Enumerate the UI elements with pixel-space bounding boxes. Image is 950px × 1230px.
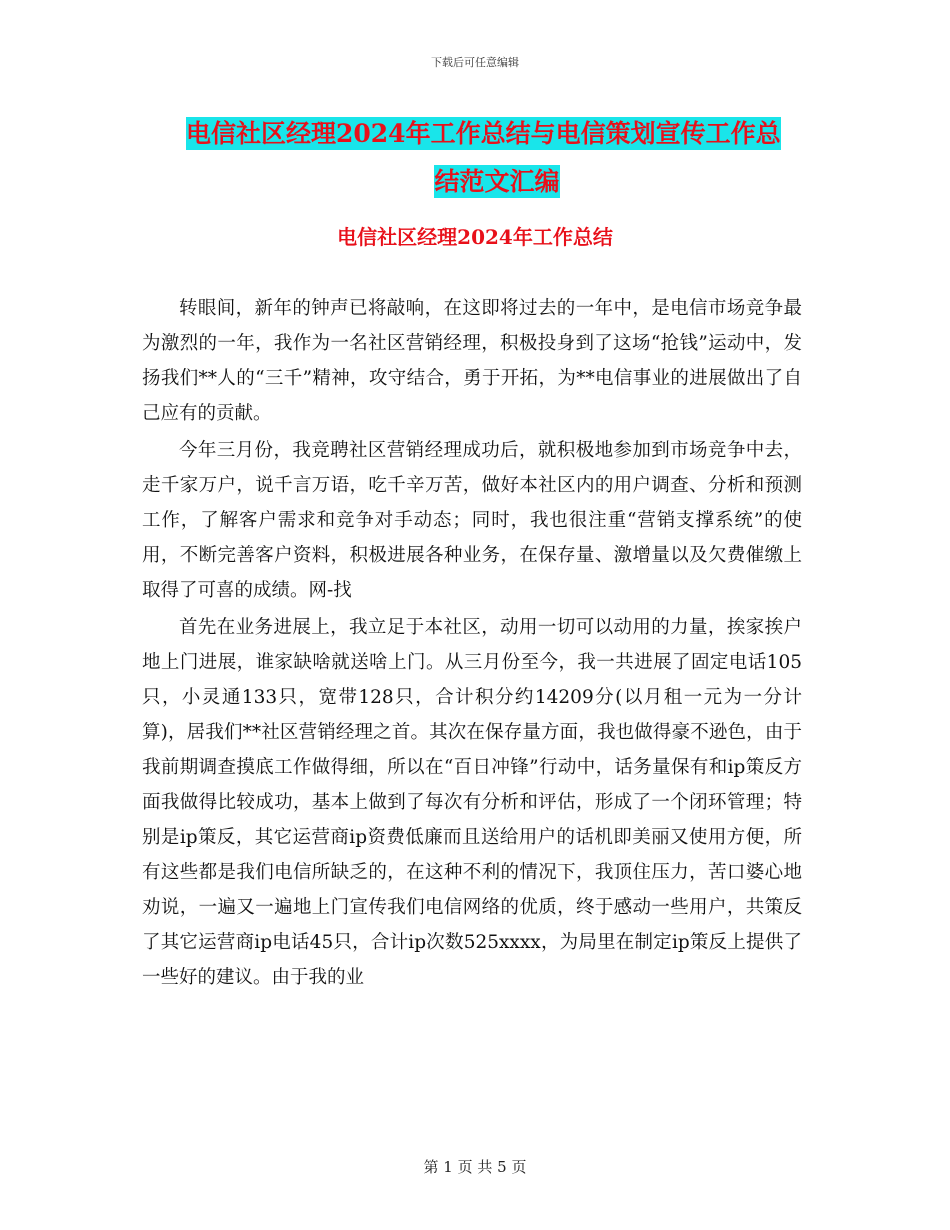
paragraph: 转眼间，新年的钟声已将敲响，在这即将过去的一年中，是电信市场竞争最为激烈的一年，我作为一名社区营销经理，积极投身到了这场“抢钱”运动中，发扬我们**人的“三千”精神，攻守结合，勇于开拓，为**电信事业的进展做出了自己应有的贡献。 <box>142 298 802 424</box>
paragraph: 首先在业务进展上，我立足于本社区，动用一切可以动用的力量，挨家挨户地上门进展，谁家缺啥就送啥上门。从三月份至今，我一共进展了固定电话105只，小灵通133只，宽带128只，合计积分约14209分(以月租一元为一分计算)，居我们**社区营销经理之首。其次在保存量方面，我也做得豪不逊色，由于我前期调查摸底工作做得细，所以在“百日冲锋”行动中，话务量保有和ip策反方面我做得比较成功，基本上做到了每次有分析和评估，形成了一个闭环管理；特别是ip策反，其它运营商ip资费低廉而且送给用户的话机即美丽又使用方便，所有这些都是我们电信所缺乏的，在这种不利的情况下，我顶住压力，苦口婆心地劝说，一遍又一遍地上门宣传我们电信网络的优质，终于感动一些用户，共策反了其它运营商ip电话45只，合计ip次数525xxxx，为局里在制定ip策反上提供了一些好的建议。由于我的业 <box>142 617 802 988</box>
title-line-1-text: 电信社区经理2024年工作总结与电信策划宣传工作总 <box>186 119 781 148</box>
title-line-2 <box>178 158 816 206</box>
header-note: 下载后可任意编辑 <box>431 56 519 69</box>
page-footer: 第 1 页 共 5 页 <box>423 1158 527 1176</box>
body-text <box>142 291 802 997</box>
section-title: 电信社区经理2024年工作总结 <box>337 225 613 249</box>
document-title <box>186 110 816 206</box>
title-line-2-text: 结范文汇编 <box>434 167 560 196</box>
paragraph: 今年三月份，我竞聘社区营销经理成功后，就积极地参加到市场竞争中去，走千家万户，说千言万语，吃千辛万苦，做好本社区内的用户调查、分析和预测工作，了解客户需求和竞争对手动态；同时，我也很注重“营销支撑系统”的使用，不断完善客户资料，积极进展各种业务，在保存量、激增量以及欠费催缴上取得了可喜的成绩。网-找 <box>142 440 802 601</box>
title-line-1 <box>186 110 816 158</box>
